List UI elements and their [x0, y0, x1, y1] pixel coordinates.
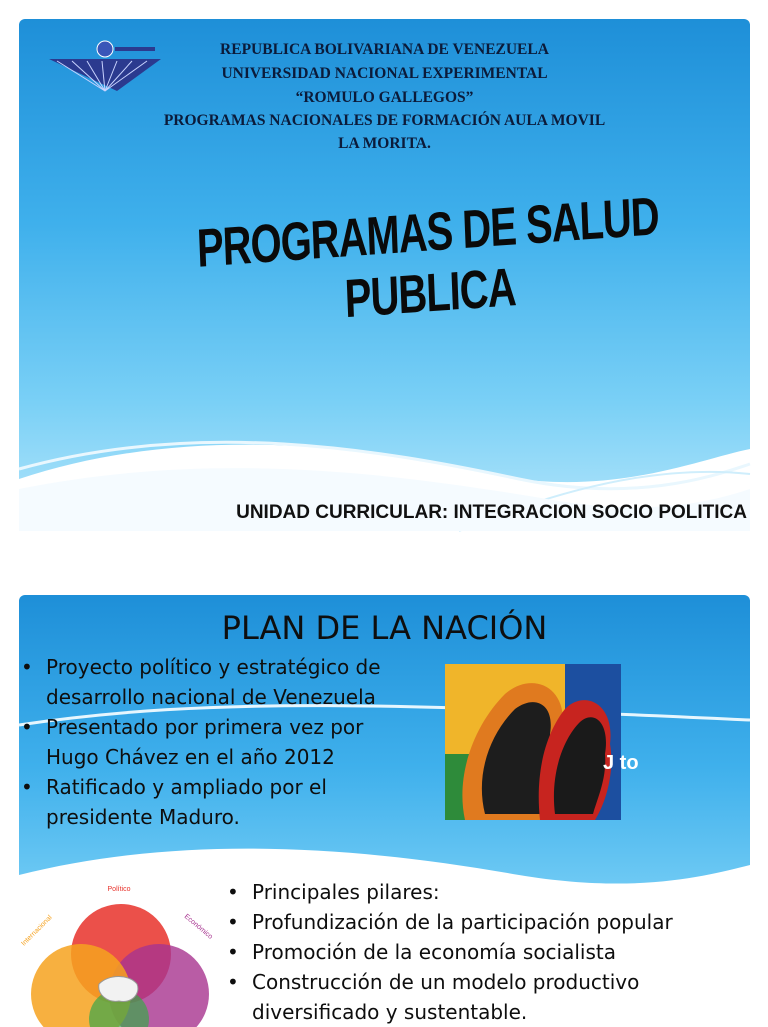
list-item: • Proyecto político y estratégico de desarrollo nacional de Venezuela	[21, 655, 381, 709]
venn-label-international: Internacional	[20, 914, 54, 948]
leaders-photo	[445, 664, 639, 820]
list-item: • Presentado por primera vez por Hugo Chávez en el año 2012	[21, 715, 364, 769]
header-line-university: UNIVERSIDAD NACIONAL EXPERIMENTAL	[221, 65, 548, 82]
bullet-list-top	[19, 652, 419, 832]
list-item: • Principales pilares:	[227, 880, 440, 904]
list-item: • Ratificado y ampliado por el presidente Maduro.	[21, 775, 327, 829]
slide-title: PLAN DE LA NACIÓN	[221, 609, 548, 647]
header-line-name: “ROMULO GALLEGOS”	[295, 89, 474, 106]
plan-slide	[19, 595, 750, 1024]
bullet-list-bottom	[225, 877, 745, 1027]
photo-text: J to	[603, 752, 639, 774]
list-item: • Profundización de la participación popular	[227, 910, 673, 934]
main-title: PROGRAMAS DE SALUD PUBLICA	[195, 187, 660, 330]
curricular-unit: UNIDAD CURRICULAR: INTEGRACION SOCIO POLITICA	[236, 502, 747, 523]
venn-label-political: Político	[107, 886, 131, 893]
venn-label-economic: Económico	[182, 913, 214, 941]
venezuela-map-icon	[99, 977, 138, 1002]
pillars-venn-diagram	[19, 879, 219, 1024]
header-line-country: REPUBLICA BOLIVARIANA DE VENEZUELA	[220, 41, 549, 58]
header-line-programs: PROGRAMAS NACIONALES DE FORMACIÓN AULA MOVIL	[163, 112, 606, 129]
header-line-location: LA MORITA.	[338, 135, 431, 152]
title-slide	[19, 19, 750, 531]
list-item: • Construcción de un modelo productivo diversificado y sustentable.	[227, 970, 640, 1024]
list-item: • Promoción de la economía socialista	[227, 940, 616, 964]
